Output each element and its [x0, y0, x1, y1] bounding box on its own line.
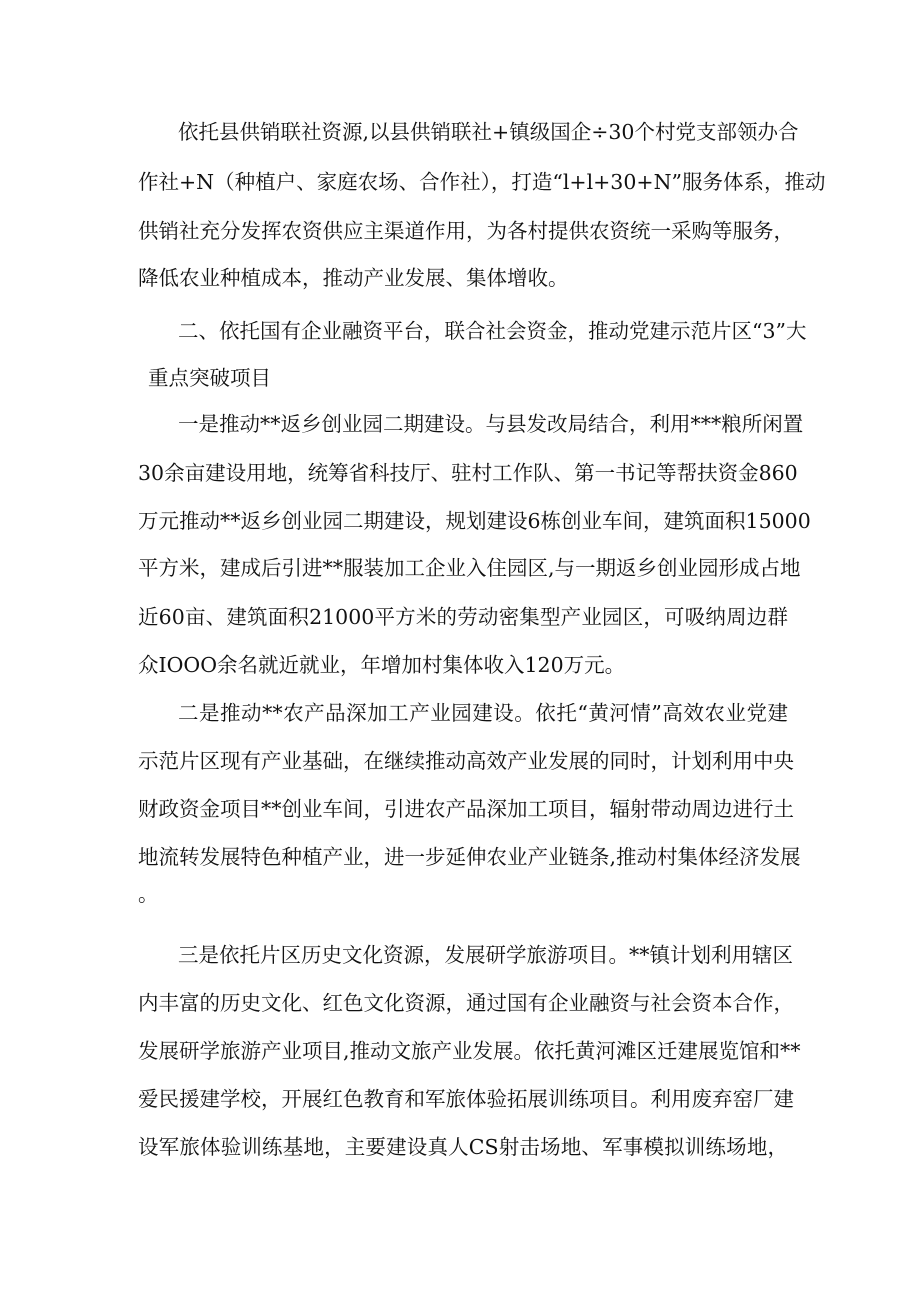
- paragraph-3-line-1: 一是推动**返乡创业园二期建设。与县发改局结合，利用***粮所闲置: [178, 412, 804, 436]
- paragraph-4-line-2: 示范片区现有产业基础，在继续推动高效产业发展的同时，计划利用中央: [138, 749, 794, 773]
- paragraph-1-line-3: 供销社充分发挥农资供应主渠道作用，为各村提供农资统一采购等服务，: [138, 219, 794, 243]
- paragraph-3-line-6: 众IOOO余名就近就业，年增加村集体收入120万元。: [138, 653, 626, 677]
- paragraph-4-line-3: 财政资金项目**创业车间，引进农产品深加工项目，辐射带动周边进行土: [138, 797, 794, 821]
- paragraph-3-line-3: 万元推动**返乡创业园二期建设，规划建设6栋创业车间，建筑面积15000: [138, 509, 811, 533]
- paragraph-4-line-1: 二是推动**农产品深加工产业园建设。依托“黄河情”高效农业党建: [178, 701, 788, 725]
- paragraph-4-line-4: 地流转发展特色种植产业，进一步延伸农业产业链条,推动村集体经济发展: [138, 845, 801, 869]
- paragraph-5-line-1: 三是依托片区历史文化资源，发展研学旅游项目。**镇计划利用辖区: [178, 943, 793, 967]
- paragraph-4-line-5: 。: [138, 882, 159, 906]
- section-heading-line-2: 重点突破项目: [148, 366, 271, 390]
- paragraph-5-line-2: 内丰富的历史文化、红色文化资源，通过国有企业融资与社会资本合作，: [138, 991, 794, 1015]
- paragraph-1-line-1: 依托县供销联社资源,以县供销联社+镇级国企÷30个村党支部领办合: [178, 120, 799, 144]
- paragraph-1-line-2: 作社+N（种植户、家庭农场、合作社），打造“l+l+30+N”服务体系，推动: [138, 170, 826, 194]
- paragraph-5-line-3: 发展研学旅游产业项目,推动文旅产业发展。依托黄河滩区迁建展览馆和**: [138, 1039, 801, 1063]
- paragraph-5-line-4: 爱民援建学校，开展红色教育和军旅体验拓展训练项目。利用废弃窑厂建: [138, 1087, 794, 1111]
- paragraph-3-line-5: 近60亩、建筑面积21000平方米的劳动密集型产业园区，可吸纳周边群: [138, 605, 788, 629]
- paragraph-3-line-2: 30余亩建设用地，统筹省科技厅、驻村工作队、第一书记等帮扶资金860: [138, 461, 798, 485]
- paragraph-1-line-4: 降低农业种植成本，推动产业发展、集体增收。: [138, 266, 569, 290]
- section-heading-line-1: 二、依托国有企业融资平台，联合社会资金，推动党建示范片区“3”大: [178, 319, 807, 343]
- paragraph-3-line-4: 平方米，建成后引进**服装加工企业入住园区,与一期返乡创业园形成占地: [138, 556, 801, 580]
- paragraph-5-line-5: 设军旅体验训练基地，主要建设真人CS射击场地、军事模拟训练场地，: [138, 1135, 788, 1159]
